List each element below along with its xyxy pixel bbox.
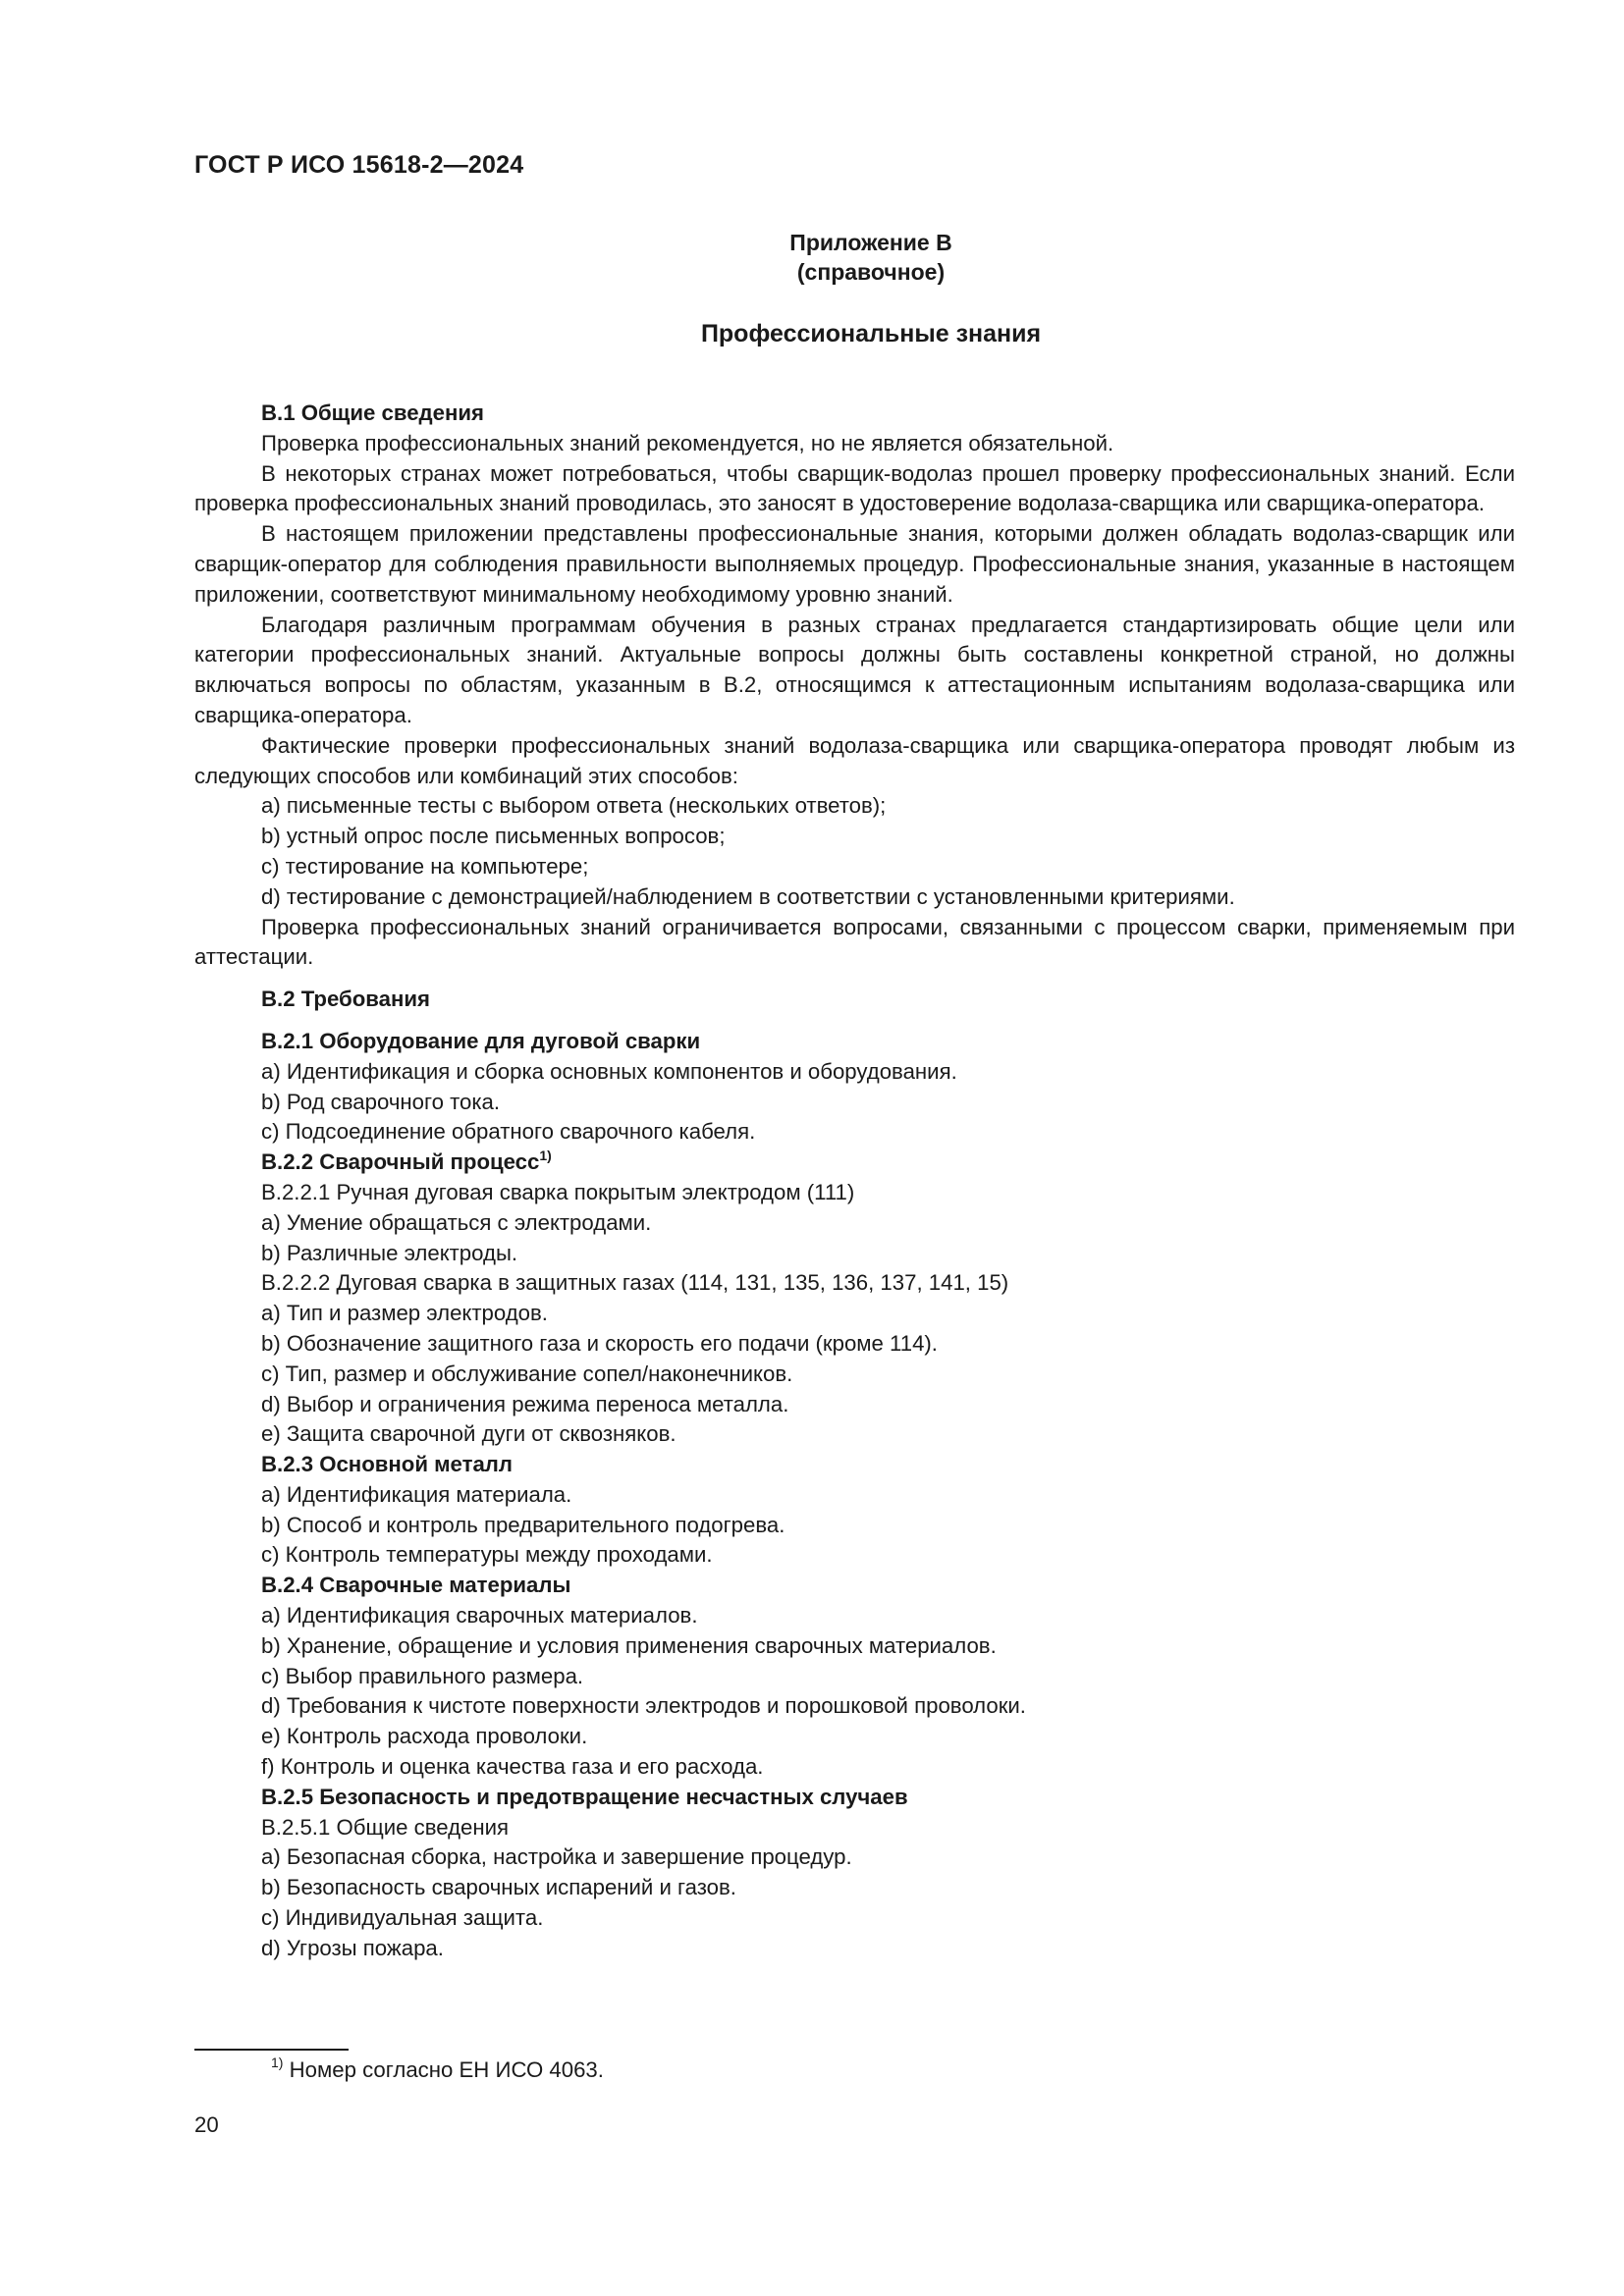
annex-heading: Профессиональные знания [700, 320, 1042, 347]
list-item: b) Род сварочного тока. [261, 1089, 501, 1114]
footnote-reference[interactable]: 1) [539, 1148, 552, 1164]
list-item: b) Обозначение защитного газа и скорость его подачи (кроме 114). [261, 1330, 938, 1356]
footnote-mark: 1) [271, 2055, 284, 2070]
subsection-heading-b25: В.2.5 Безопасность и предотвращение несчастных случаев [261, 1784, 908, 1809]
annex-label: Приложение В [789, 230, 952, 255]
list-item: f) Контроль и оценка качества газа и его расхода. [261, 1754, 764, 1780]
list-item: a) Безопасная сборка, настройка и завершение процедур. [261, 1844, 852, 1870]
list-item: d) Требования к чистоте поверхности электродов и порошковой проволоки. [261, 1693, 1026, 1719]
list-item: c) Индивидуальная защита. [261, 1905, 544, 1931]
list-item: a) Умение обращаться с электродами. [261, 1209, 652, 1235]
list-item: e) Защита сварочной дуги от сквозняков. [261, 1421, 677, 1447]
list-item: a) письменные тесты с выбором ответа (нескольких ответов); [261, 793, 887, 819]
paragraph: Благодаря различным программам обучения в разных странах предлагается стандартизировать общие цели или категории профессиональных знаний. Актуальные вопросы должны быть составлены конкретной страной, но должны включаться вопросы по областям, указанным в В.2, относящимся к аттестационным испытаниям водолаза-сварщика или сварщика-оператора. [194, 612, 1515, 727]
list-item: c) Выбор правильного размера. [261, 1663, 584, 1688]
paragraph: Проверка профессиональных знаний ограничивается вопросами, связанными с процессом сварки, применяемым при аттестации. [194, 914, 1515, 970]
list-item: d) тестирование с демонстрацией/наблюдением в соответствии с установленными критериями. [261, 883, 1235, 909]
subsection-heading-b22-text: В.2.2 Сварочный процесс [261, 1149, 540, 1175]
list-item: d) Угрозы пожара. [261, 1935, 444, 1960]
list-item: b) Способ и контроль предварительного подогрева. [261, 1512, 785, 1537]
subsubsection-heading-b221: В.2.2.1 Ручная дуговая сварка покрытым электродом (111) [261, 1179, 855, 1204]
list-item: c) тестирование на компьютере; [261, 853, 589, 879]
footnote-divider [194, 2049, 349, 2051]
paragraph: Проверка профессиональных знаний рекомендуется, но не является обязательной. [261, 430, 1114, 455]
list-item: d) Выбор и ограничения режима переноса металла. [261, 1391, 789, 1416]
subsection-heading-b22 [194, 1148, 1515, 1178]
paragraph: В некоторых странах может потребоваться, чтобы сварщик-водолаз прошел проверку профессиональных знаний. Если проверка профессиональных знаний проводилась, это заносят в удостоверение водолаза-сварщика или сварщика-оператора. [194, 460, 1515, 516]
document-body [194, 399, 1515, 1964]
list-item: b) Различные электроды. [261, 1240, 518, 1265]
list-item: b) Безопасность сварочных испарений и газов. [261, 1875, 736, 1900]
subsection-heading-b24: В.2.4 Сварочные материалы [261, 1573, 571, 1598]
section-heading-b1: В.1 Общие сведения [261, 400, 484, 425]
subsection-heading-b21: В.2.1 Оборудование для дуговой сварки [261, 1028, 701, 1053]
subsection-heading-b23: В.2.3 Основной металл [261, 1452, 514, 1477]
page-number: 20 [194, 2112, 219, 2137]
paragraph: В настоящем приложении представлены профессиональные знания, которыми должен обладать водолаз-сварщик или сварщик-оператор для соблюдения правильности выполняемых процедур. Профессиональные знания, указанные в настоящем приложении, соответствуют минимальному необходимому уровню знаний. [194, 521, 1515, 607]
list-item: a) Идентификация и сборка основных компонентов и оборудования. [261, 1058, 957, 1084]
footnote-text: Номер согласно ЕН ИСО 4063. [289, 2057, 604, 2082]
footnote [271, 2056, 604, 2085]
list-item: c) Контроль температуры между проходами. [261, 1542, 713, 1568]
list-item: b) устный опрос после письменных вопросов; [261, 824, 726, 849]
subsubsection-heading-b251: В.2.5.1 Общие сведения [261, 1814, 510, 1840]
annex-title-block [0, 228, 1624, 287]
document-header: ГОСТ Р ИСО 15618-2—2024 [194, 151, 524, 179]
list-item: c) Подсоединение обратного сварочного кабеля. [261, 1119, 756, 1145]
list-item: a) Идентификация материала. [261, 1481, 572, 1507]
subsubsection-heading-b222: В.2.2.2 Дуговая сварка в защитных газах (114, 131, 135, 136, 137, 141, 15) [261, 1270, 1009, 1296]
list-item: c) Тип, размер и обслуживание сопел/наконечников. [261, 1361, 793, 1386]
list-item: b) Хранение, обращение и условия применения сварочных материалов. [261, 1632, 997, 1658]
list-item: e) Контроль расхода проволоки. [261, 1724, 588, 1749]
paragraph: Фактические проверки профессиональных знаний водолаза-сварщика или сварщика-оператора проводят любым из следующих способов или комбинаций этих способов: [194, 732, 1515, 788]
list-item: a) Идентификация сварочных материалов. [261, 1603, 698, 1629]
annex-type: (справочное) [796, 259, 946, 285]
section-heading-b2: В.2 Требования [261, 987, 430, 1012]
list-item: a) Тип и размер электродов. [261, 1301, 548, 1326]
